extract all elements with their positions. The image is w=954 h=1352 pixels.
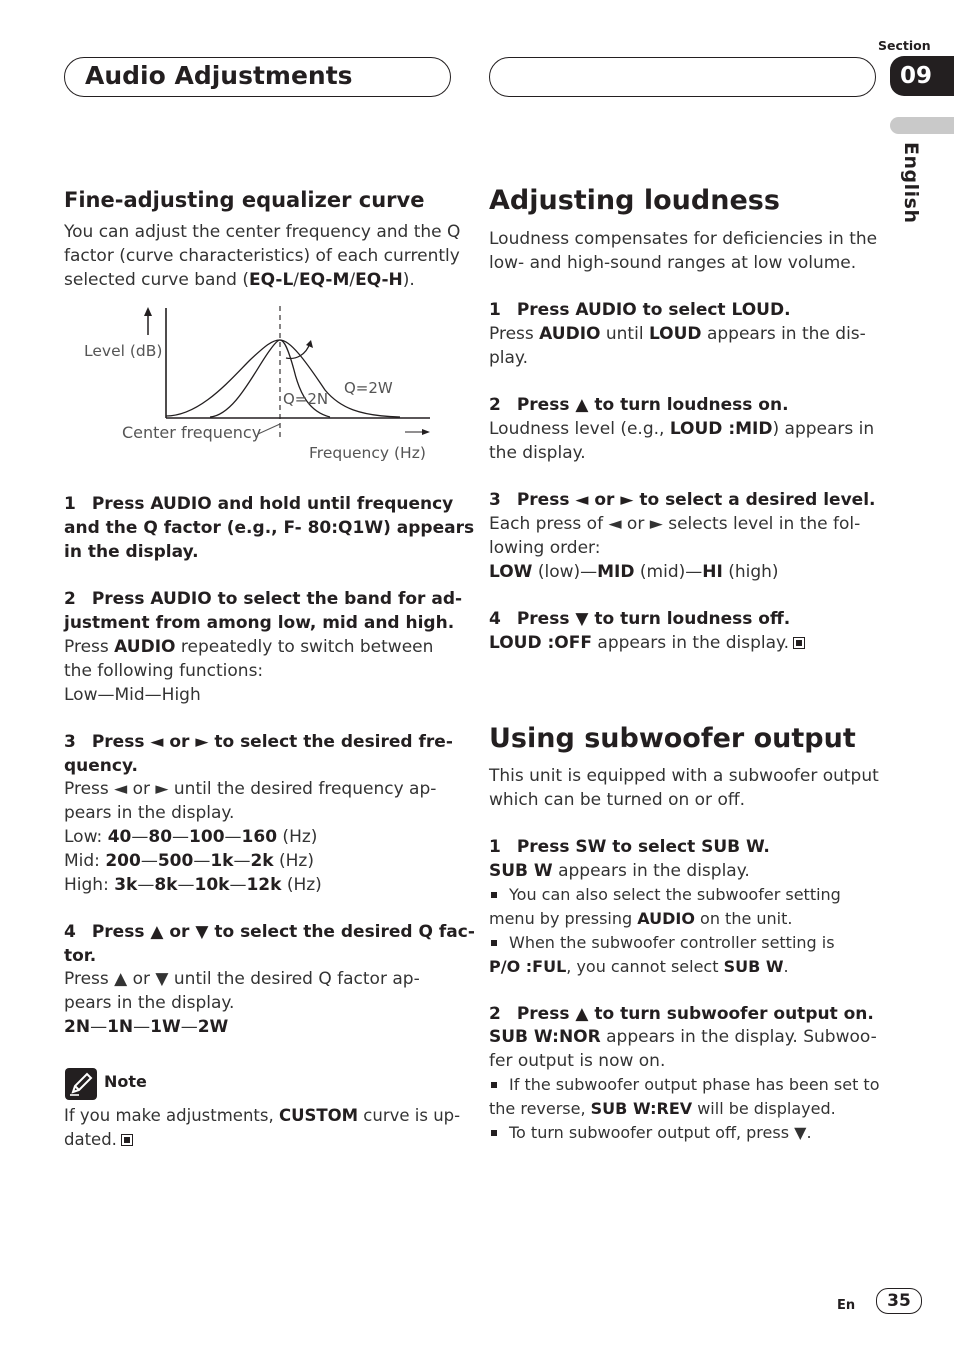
subwoofer-intro: This unit is equipped with a subwoofer output which can be turned on or off. [489, 766, 879, 810]
note-pencil-icon [65, 1068, 97, 1100]
frequency-label: Frequency (Hz) [309, 444, 426, 462]
section-title: Audio Adjustments [85, 61, 353, 90]
eq-step-2: 2 Press AUDIO to select the band for ad- justment from among low, mid and high. [64, 589, 463, 633]
level-arrowhead [144, 307, 152, 316]
eq-step-4-body: Press ▲ or ▼ until the desired Q factor ap- pears in the display. 2N—1N—1W—2W [64, 969, 420, 1037]
subwoofer-step-1: 1 Press SW to select SUB W. [489, 837, 770, 857]
loudness-step-3: 3 Press ◄ or ► to select a desired level. [489, 490, 876, 510]
level-label: Level (dB) [84, 342, 163, 360]
section-number-badge: 09 [890, 56, 954, 96]
bullet-icon [491, 940, 497, 946]
loudness-step-2-body: Loudness level (e.g., LOUD :MID) appears in the display. [489, 419, 875, 463]
loudness-step-1-body: Press AUDIO until LOUD appears in the dis- play. [489, 324, 866, 368]
eq-intro: You can adjust the center frequency and the Q factor (curve characteristics) of each currently selected curve band (EQ-L/EQ-M/EQ-H). [64, 222, 461, 290]
loudness-heading: Adjusting loudness [489, 185, 780, 216]
eq-step-4: 4 Press ▲ or ▼ to select the desired Q fac- tor. [64, 922, 475, 966]
subwoofer-step-1-bullets: You can also select the subwoofer setting menu by pressing AUDIO on the unit. When the subwoofer controller setting is P/O :FUL, you cannot select SUB W. [489, 885, 841, 976]
q2w-label: Q=2W [344, 379, 393, 397]
center-frequency-label: Center frequency [122, 423, 262, 442]
eq-heading: Fine-adjusting equalizer curve [64, 188, 425, 212]
loudness-step-1: 1 Press AUDIO to select LOUD. [489, 300, 791, 320]
loudness-intro: Loudness compensates for deficiencies in the low- and high-sound ranges at low volume. [489, 229, 878, 273]
subwoofer-step-2-bullets: If the subwoofer output phase has been set to the reverse, SUB W:REV will be displayed. To turn subwoofer output off, press ▼. [489, 1075, 880, 1142]
loudness-step-4-body: LOUD :OFF appears in the display. [489, 631, 805, 655]
loudness-step-3-body: Each press of ◄ or ► selects level in the fol- lowing order: LOW (low)—MID (mid)—HI (high) [489, 514, 861, 582]
q-arrowhead [306, 340, 313, 348]
bullet-icon [491, 1082, 497, 1088]
eq-step-3: 3 Press ◄ or ► to select the desired fre- quency. [64, 732, 453, 776]
subwoofer-step-2: 2 Press ▲ to turn subwoofer output on. [489, 1004, 874, 1024]
section-blank-frame [489, 57, 876, 97]
bullet-icon [491, 1130, 497, 1136]
end-mark-icon [121, 1134, 133, 1146]
subwoofer-step-2-body: SUB W:NOR appears in the display. Subwoo- fer output is now on. [489, 1027, 877, 1071]
eq-curve-diagram [60, 300, 450, 470]
eq-step-3-body: Press ◄ or ► until the desired frequency ap- pears in the display. Low: 40—80—100—160 (Hz) Mid: 200—500—1k—2k (Hz) High: 3k—8k—10k—12k (Hz) [64, 779, 437, 895]
note-label: Note [104, 1072, 147, 1091]
language-label: English [900, 142, 922, 224]
subwoofer-heading: Using subwoofer output [489, 723, 856, 754]
eq-step-1: 1 Press AUDIO and hold until frequency and the Q factor (e.g., F- 80:Q1W) appears in the display. [64, 494, 475, 562]
center-frequency-pointer [258, 424, 280, 434]
bullet-icon [491, 892, 497, 898]
eq-step-2-body: Press AUDIO repeatedly to switch between the following functions: Low—Mid—High [64, 637, 434, 705]
loudness-step-4: 4 Press ▼ to turn loudness off. [489, 609, 791, 629]
subwoofer-step-1-body: SUB W appears in the display. [489, 861, 750, 881]
footer-language-code: En [837, 1298, 856, 1313]
end-mark-icon [793, 637, 805, 649]
loudness-step-2: 2 Press ▲ to turn loudness on. [489, 395, 789, 415]
q2n-label: Q=2N [283, 390, 329, 408]
language-tab [890, 117, 954, 134]
section-label: Section [878, 38, 931, 53]
page-number: 35 [876, 1288, 922, 1314]
frequency-arrowhead [422, 429, 430, 435]
note-text: If you make adjustments, CUSTOM curve is up- dated. [64, 1106, 461, 1149]
